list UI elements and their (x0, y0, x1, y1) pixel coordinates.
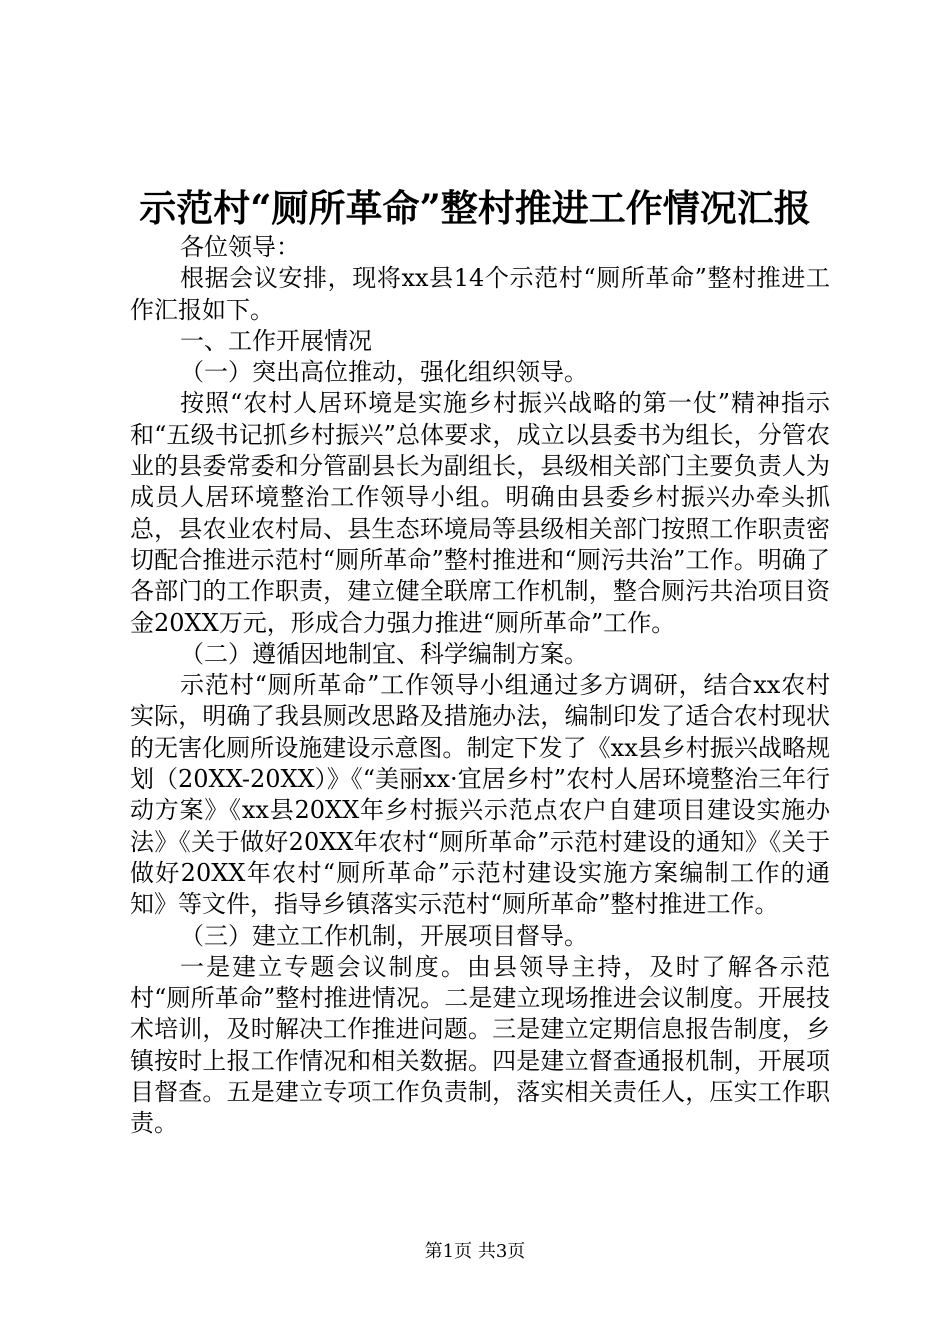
subsection-heading-2: （二）遵循因地制宜、科学编制方案。 (180, 639, 588, 668)
document-title: 示范村“厕所革命”整村推进工作情况汇报 (139, 186, 811, 230)
document-body (130, 232, 830, 1140)
intro-paragraph: 根据会议安排，现将xx县14个示范村“厕所革命”整村推进工作汇报如下。 (130, 264, 830, 324)
subsection-heading-1: （一）突出高位推动，强化组织领导。 (180, 358, 588, 387)
section-heading: 一、工作开展情况 (180, 326, 372, 355)
subsection-heading-3: （三）建立工作机制，开展项目督导。 (180, 921, 588, 950)
body-paragraph-3: 一是建立专题会议制度。由县领导主持，及时了解各示范村“厕所革命”整村推进情况。二是建立现场推进会议制度。开展技术培训，及时解决工作推进问题。三是建立定期信息报告制度，乡镇按时上报工作情况和相关数据。四是建立督查通报机制，开展项目督查。五是建立专项工作负责制，落实相关责任人，压实工作职责。 (130, 952, 830, 1138)
salutation: 各位领导： (180, 233, 300, 261)
page-number-footer: 第1页 共3页 (424, 1241, 526, 1262)
body-paragraph-2: 示范村“厕所革命”工作领导小组通过多方调研，结合xx农村实际，明确了我县厕改思路及措施办法，编制印发了适合农村现状的无害化厕所设施建设示意图。制定下发了《xx县乡村振兴战略规划（20XX-20XX）》《“美丽xx·宜居乡村”农村人居环境整治三年行动方案》《xx县20XX年乡村振兴示范点农户自建项目建设实施办法》《关于做好20XX年农村“厕所革命”示范村建设的通知》《关于做好20XX年农村“厕所革命”示范村建设实施方案编制工作的通知》等文件，指导乡镇落实示范村“厕所革命”整村推进工作。 (130, 671, 830, 919)
body-paragraph-1: 按照“农村人居环境是实施乡村振兴战略的第一仗”精神指示和“五级书记抓乡村振兴”总体要求，成立以县委书为组长，分管农业的县委常委和分管副县长为副组长，县级相关部门主要负责人为成员人居环境整治工作领导小组。明确由县委乡村振兴办牵头抓总，县农业农村局、县生态环境局等县级相关部门按照工作职责密切配合推进示范村“厕所革命”整村推进和“厕污共治”工作。明确了各部门的工作职责，建立健全联席工作机制，整合厕污共治项目资金20XX万元，形成合力强力推进“厕所革命”工作。 (130, 389, 830, 637)
